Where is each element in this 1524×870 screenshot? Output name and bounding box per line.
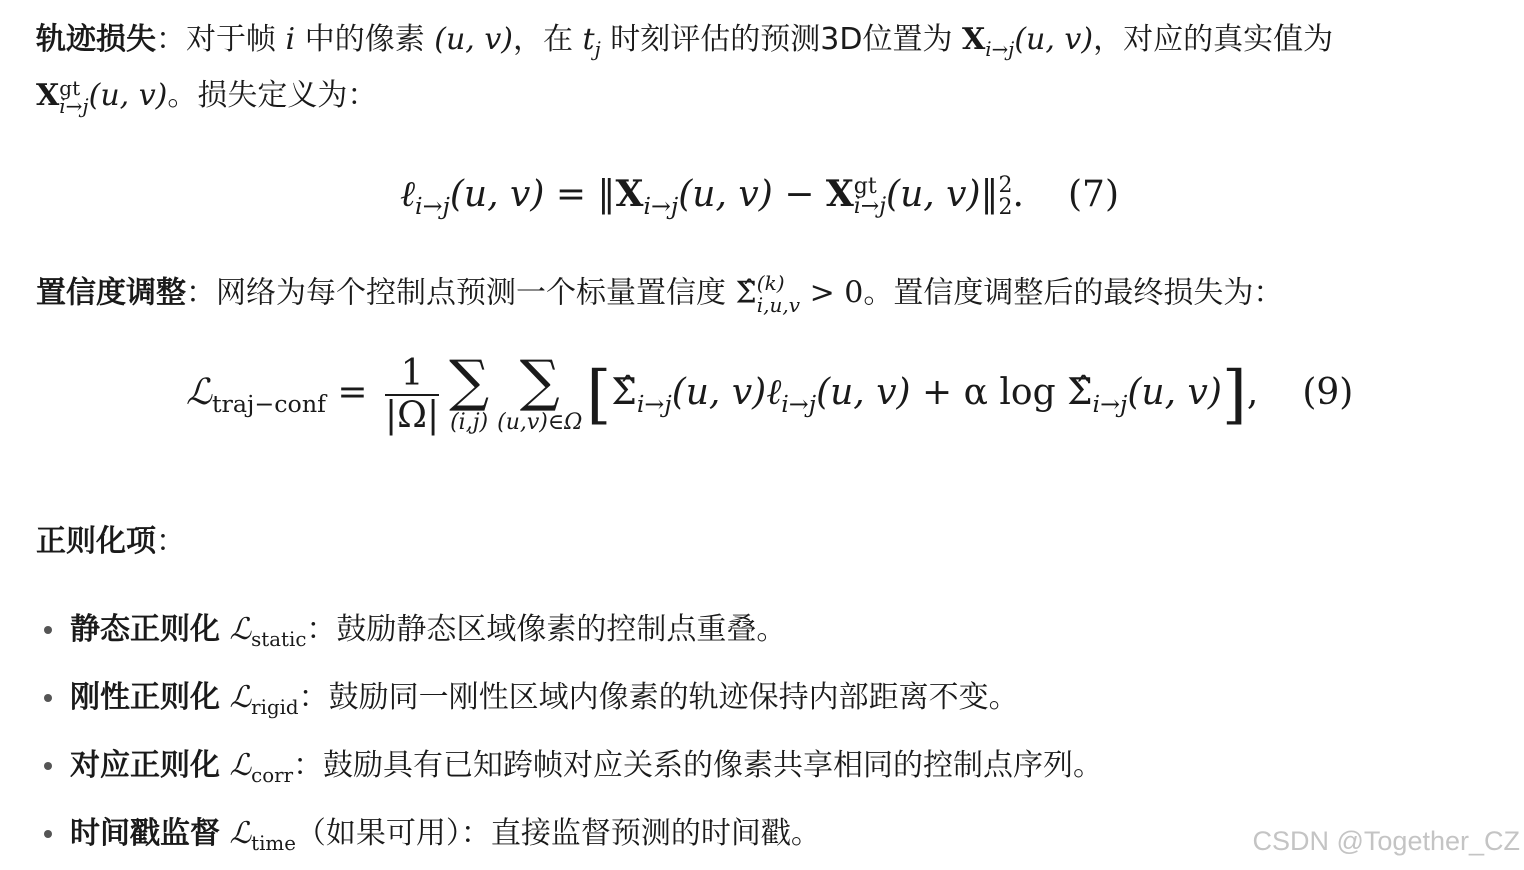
trajectory-loss-paragraph-line2 — [36, 76, 377, 116]
math-ell: ℓ — [400, 174, 415, 215]
math-sub-ij: i→j — [415, 192, 450, 221]
math-script-L: ℒ — [229, 680, 252, 715]
list-item-text: （如果可用）：直接监督预测的时间戳。 — [295, 816, 821, 851]
watermark: CSDN @Together_CZ — [1252, 826, 1520, 856]
regularization-heading — [36, 522, 186, 562]
math-sup-2: 2 — [998, 173, 1013, 198]
text-segment: 中的像素 — [295, 22, 435, 57]
math-sup-k: (k) — [756, 271, 785, 295]
math-sub-rigid: rigid — [251, 696, 299, 719]
math-sub-static: static — [251, 628, 307, 651]
bullet-dot — [44, 830, 52, 838]
math-uv: (u, v) — [1127, 372, 1222, 413]
math-sub-ij: i→j — [59, 93, 89, 118]
math-uv: (u, v) — [816, 372, 911, 413]
sum-symbol: ∑ — [519, 349, 560, 414]
right-bracket: ] — [1221, 358, 1247, 432]
fraction-denominator: |Ω| — [385, 395, 440, 436]
math-comma: , — [1246, 372, 1259, 413]
equation-number-7: (7) — [1068, 174, 1119, 215]
bullet-dot — [44, 694, 52, 702]
confidence-adjustment-paragraph — [36, 272, 1283, 316]
math-script-L: ℒ — [229, 748, 252, 783]
math-script-L: ℒ — [229, 816, 252, 851]
colon: ： — [156, 22, 186, 57]
list-item-corr — [70, 746, 1103, 786]
math-greater-zero: > 0 — [800, 275, 864, 311]
math-script-L: ℒ — [229, 612, 252, 647]
bullet-dot — [44, 762, 52, 770]
equation-7 — [400, 172, 1119, 219]
text-segment: 对于帧 — [186, 22, 286, 57]
math-equals-norm: = ‖ — [544, 174, 616, 215]
math-t: t — [582, 22, 595, 57]
sum-limit-uv: (u,v)∈Ω — [497, 410, 583, 435]
math-equals: = — [325, 372, 380, 413]
math-sub-ij: i→j — [781, 390, 817, 419]
math-sub-traj-conf: traj−conf — [211, 390, 326, 419]
colon: ： — [186, 275, 216, 311]
equation-number-9: (9) — [1302, 372, 1354, 413]
trajectory-loss-paragraph-line1 — [36, 20, 1333, 60]
equation-9 — [186, 349, 1354, 436]
math-sub-ij: i→j — [1092, 390, 1128, 419]
bullet-dot — [44, 626, 52, 634]
math-sub-2: 2 — [998, 195, 1013, 220]
term-regularization: 正则化项 — [36, 524, 156, 559]
text-segment: ，对应的真实值为 — [1093, 22, 1334, 57]
term-timestamp-supervision: 时间戳监督 — [70, 816, 220, 851]
term-static-regularization: 静态正则化 — [70, 612, 220, 647]
math-sub-ij: i→j — [643, 192, 679, 221]
math-uv: (u, v) — [1014, 22, 1094, 57]
math-X-gt: X — [825, 173, 854, 215]
math-uv-norm: (u, v)‖ — [886, 174, 999, 215]
text-segment: 。损失定义为： — [167, 78, 378, 113]
math-script-L: ℒ — [186, 372, 212, 413]
term-trajectory-loss: 轨迹损失 — [36, 22, 156, 57]
math-plus-alpha-log: + α log — [910, 372, 1068, 413]
sum-symbol: ∑ — [449, 349, 490, 414]
list-item-text: ：鼓励同一刚性区域内像素的轨迹保持内部距离不变。 — [298, 680, 1019, 715]
math-uv: (u, v) — [88, 78, 168, 113]
math-sub-ij: i→j — [985, 38, 1015, 61]
math-sub-ij: i→j — [636, 390, 672, 419]
math-sigma-hat: Σ̂ — [611, 372, 637, 413]
text-segment: 时刻评估的预测3D位置为 — [600, 22, 962, 57]
math-sub-iuv: i,u,v — [756, 293, 801, 317]
math-sigma-hat: Σ̂ — [1067, 372, 1093, 413]
list-item-text: ：鼓励具有已知跨帧对应关系的像素共享相同的控制点序列。 — [293, 748, 1104, 783]
math-sigma-hat: Σ̂ — [735, 275, 757, 311]
math-sup-gt: gt — [853, 174, 877, 199]
colon: ： — [156, 524, 186, 559]
fraction — [385, 354, 439, 436]
text-segment: 网络为每个控制点预测一个标量置信度 — [216, 275, 736, 311]
list-item-static — [70, 610, 786, 650]
math-uv: (u, v) — [434, 22, 513, 57]
left-bracket: [ — [586, 358, 612, 432]
math-sub-corr: corr — [251, 764, 294, 787]
term-rigid-regularization: 刚性正则化 — [70, 680, 220, 715]
list-item-rigid — [70, 678, 1019, 718]
text-segment: ，在 — [512, 22, 583, 57]
math-uv: (u, v) — [671, 372, 767, 413]
list-item-time — [70, 814, 821, 854]
math-sub-j: j — [594, 38, 601, 61]
math-sup-gt: gt — [59, 75, 81, 100]
term-confidence-adjustment: 置信度调整 — [36, 275, 186, 311]
math-sub-time: time — [251, 832, 296, 855]
text-segment: 。置信度调整后的最终损失为： — [863, 275, 1284, 311]
math-ell: ℓ — [766, 372, 782, 413]
math-X: X — [962, 22, 986, 57]
sum-limit-ij: (i,j) — [450, 410, 489, 435]
term-correspondence-regularization: 对应正则化 — [70, 748, 220, 783]
fraction-numerator: 1 — [400, 353, 424, 394]
math-i: i — [285, 22, 296, 57]
math-uv: (u, v) — [449, 174, 545, 215]
math-X-gt: X — [36, 78, 60, 113]
list-item-text: ：鼓励静态区域像素的控制点重叠。 — [306, 612, 787, 647]
math-sub-ij: i→j — [853, 194, 887, 219]
sum-over-uv — [497, 349, 583, 436]
math-uv-minus: (u, v) − — [678, 174, 826, 215]
math-X: X — [615, 173, 644, 215]
math-period: . — [1012, 174, 1024, 215]
sum-over-ij — [449, 349, 490, 436]
